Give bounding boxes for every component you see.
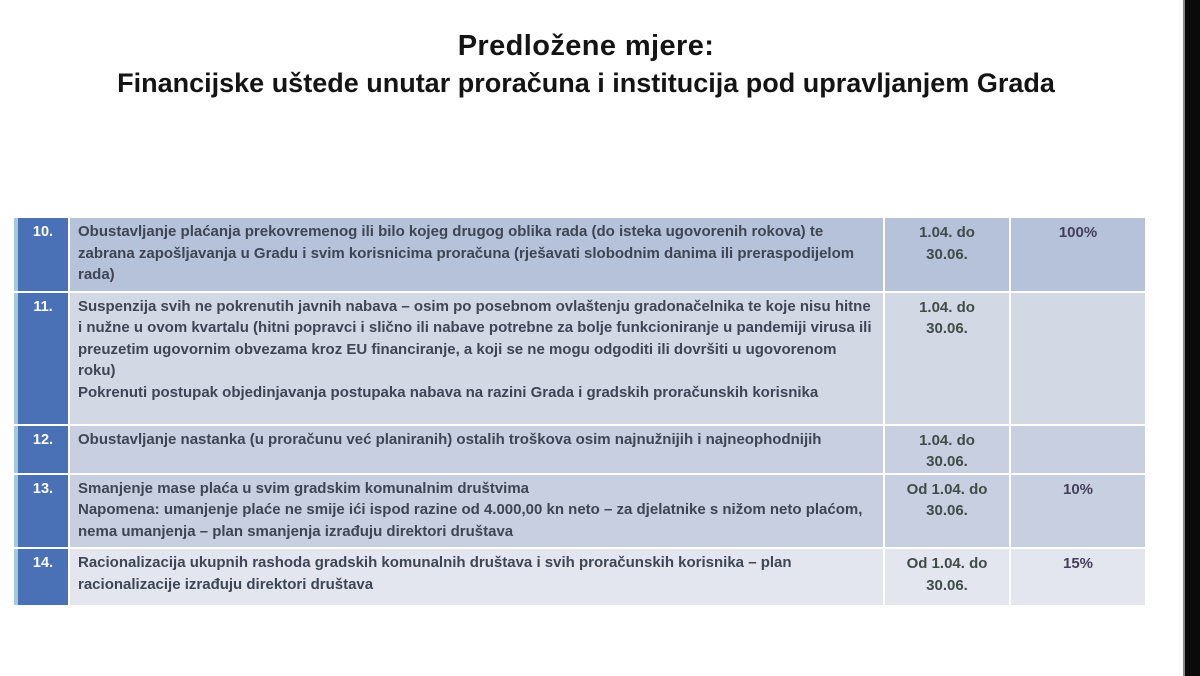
measure-period <box>885 293 1009 424</box>
row-number: 14. <box>14 549 68 605</box>
measure-period <box>885 426 1009 473</box>
measure-period <box>885 549 1009 605</box>
measures-table <box>14 218 1145 605</box>
measure-paragraph: Obustavljanje plaćanja prekovremenog ili bilo kojeg drugog oblika rada (do isteka ugovorenih rokova) te zabrana zapošljavanja u Gradu i svim korisnicima proračuna (rješavati slobodnim danima ili preraspodijelom rada) <box>78 223 855 283</box>
measure-percent <box>1011 293 1145 424</box>
measure-text <box>70 426 883 473</box>
measure-paragraph: Pokrenuti postupak objedinjavanja postupaka nabava na razini Grada i gradskih proračunskih korisnika <box>78 383 819 401</box>
measure-percent: 10% <box>1011 475 1145 548</box>
measure-percent: 15% <box>1011 549 1145 605</box>
measure-text <box>70 475 883 548</box>
period-line: 1.04. do <box>919 224 975 241</box>
period-line: 30.06. <box>926 245 968 263</box>
measure-text <box>70 293 883 424</box>
row-number: 13. <box>14 475 68 548</box>
period-line: 1.04. do <box>919 431 975 449</box>
measure-percent: 100% <box>1011 218 1145 291</box>
measure-text <box>70 218 883 291</box>
right-edge-black-bar <box>1183 0 1200 676</box>
measure-period <box>885 218 1009 291</box>
period-line: Od 1.04. do <box>906 480 988 498</box>
measure-paragraph: Obustavljanje nastanka (u proračunu već planiranih) ostalih troškova osim najnužnijih i najneophodnijih <box>78 430 822 448</box>
period-line: 30.06. <box>926 502 968 519</box>
period-line: 30.06. <box>926 453 968 470</box>
table-row <box>14 549 1145 605</box>
slide-title <box>0 30 1172 99</box>
slide-title-line2: Financijske uštede unutar proračuna i institucija pod upravljanjem Grada <box>117 68 1055 98</box>
table-row <box>14 426 1145 473</box>
period-line: Od 1.04. do <box>906 555 988 572</box>
row-number: 10. <box>14 218 68 291</box>
measure-paragraph: Racionalizacija ukupnih rashoda gradskih komunalnih društava i svih proračunskih korisnika – plan racionalizacije izrađuju direktori društava <box>78 554 792 593</box>
period-line: 30.06. <box>926 576 968 594</box>
slide-title-line1: Predložene mjere: <box>457 30 715 62</box>
period-line: 30.06. <box>926 320 968 337</box>
measure-paragraph: Smanjenje mase plaća u svim gradskim komunalnim društvima <box>78 479 530 497</box>
measure-text <box>70 549 883 605</box>
period-line: 1.04. do <box>919 298 975 316</box>
row-number: 11. <box>14 293 68 424</box>
table-row <box>14 293 1145 424</box>
table-row <box>14 475 1145 548</box>
measure-percent <box>1011 426 1145 473</box>
row-number: 12. <box>14 426 68 473</box>
measure-paragraph: Suspenzija svih ne pokrenutih javnih nabava – osim po posebnom ovlaštenju gradonačelnika te koje nisu hitne i nužne u ovom kvartalu (hitni popravci i slično ili nabave potrebne za bolje funkcioniranje u pandemiji virusa ili preuzetim ugovornim obvezama kroz EU financiranje, a koji se ne mogu odgoditi ili dovršiti u ugovorenom roku) <box>78 297 872 379</box>
measure-period <box>885 475 1009 548</box>
table-row <box>14 218 1145 291</box>
measure-paragraph: Napomena: umanjenje plaće ne smije ići ispod razine od 4.000,00 kn neto – za djelatnike s nižom neto plaćom, nema umanjenja – plan smanjenja izrađuju direktori društava <box>78 501 863 540</box>
